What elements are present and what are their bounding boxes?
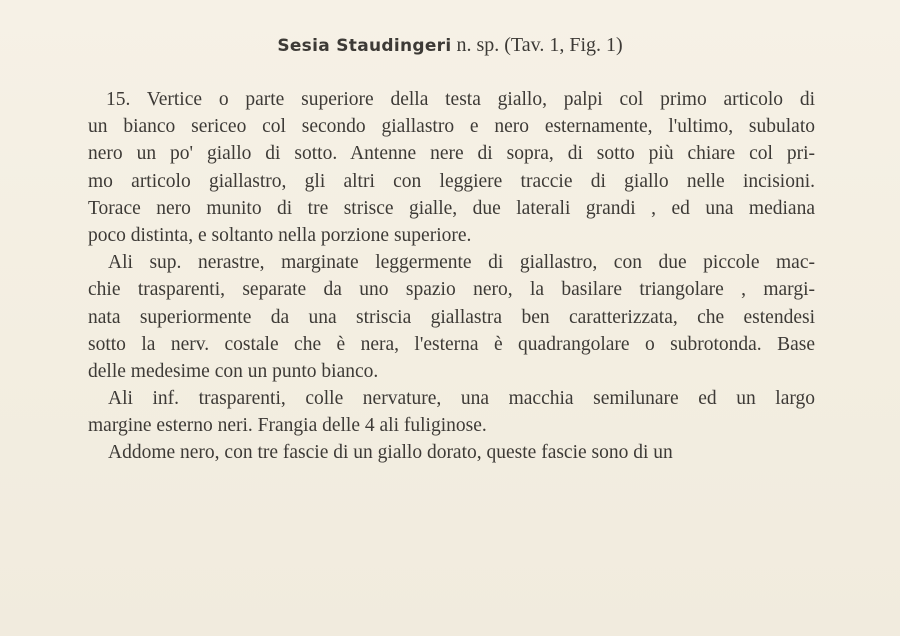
text-line: sotto la nerv. costale che è nera, l'esterna è quadrangolare o subrotonda. Base [88,333,815,355]
heading-reference: n. sp. (Tav. 1, Fig. 1) [451,34,623,56]
text-line: nero un po' giallo di sotto. Antenne nere di sopra, di sotto più chiare col pri- [88,143,815,165]
text-line: poco distinta, e soltanto nella porzione superiore. [88,224,472,246]
text-line: nata superiormente da una striscia giallastra ben caratterizzata, che estendesi [88,306,815,328]
text-line: 15. Vertice o parte superiore della testa giallo, palpi col primo articolo di [106,89,815,110]
species-name: Sesia Staudingeri [277,36,452,56]
text-line: un bianco sericeo col secondo giallastro e nero esternamente, l'ultimo, subulato [88,116,815,138]
text-line: Ali sup. nerastre, marginate leggermente di giallastro, con due piccole mac- [108,252,815,274]
text-line: Addome nero, con tre fascie di un giallo dorato, queste fascie sono di un [108,442,673,464]
text-line: mo articolo giallastro, gli altri con leggiere traccie di giallo nelle incisioni. [88,170,815,192]
description-text [88,86,815,467]
text-line: Ali inf. trasparenti, colle nervature, una macchia semilunare ed un largo [108,388,815,410]
page-heading [0,32,900,59]
text-line: margine esterno neri. Frangia delle 4 ali fuliginose. [88,415,487,437]
text-line: Torace nero munito di tre strisce gialle, due laterali grandi , ed una mediana [88,197,815,219]
text-line: chie trasparenti, separate da uno spazio nero, la basilare triangolare , margi- [88,279,815,301]
text-line: delle medesime con un punto bianco. [88,360,379,382]
